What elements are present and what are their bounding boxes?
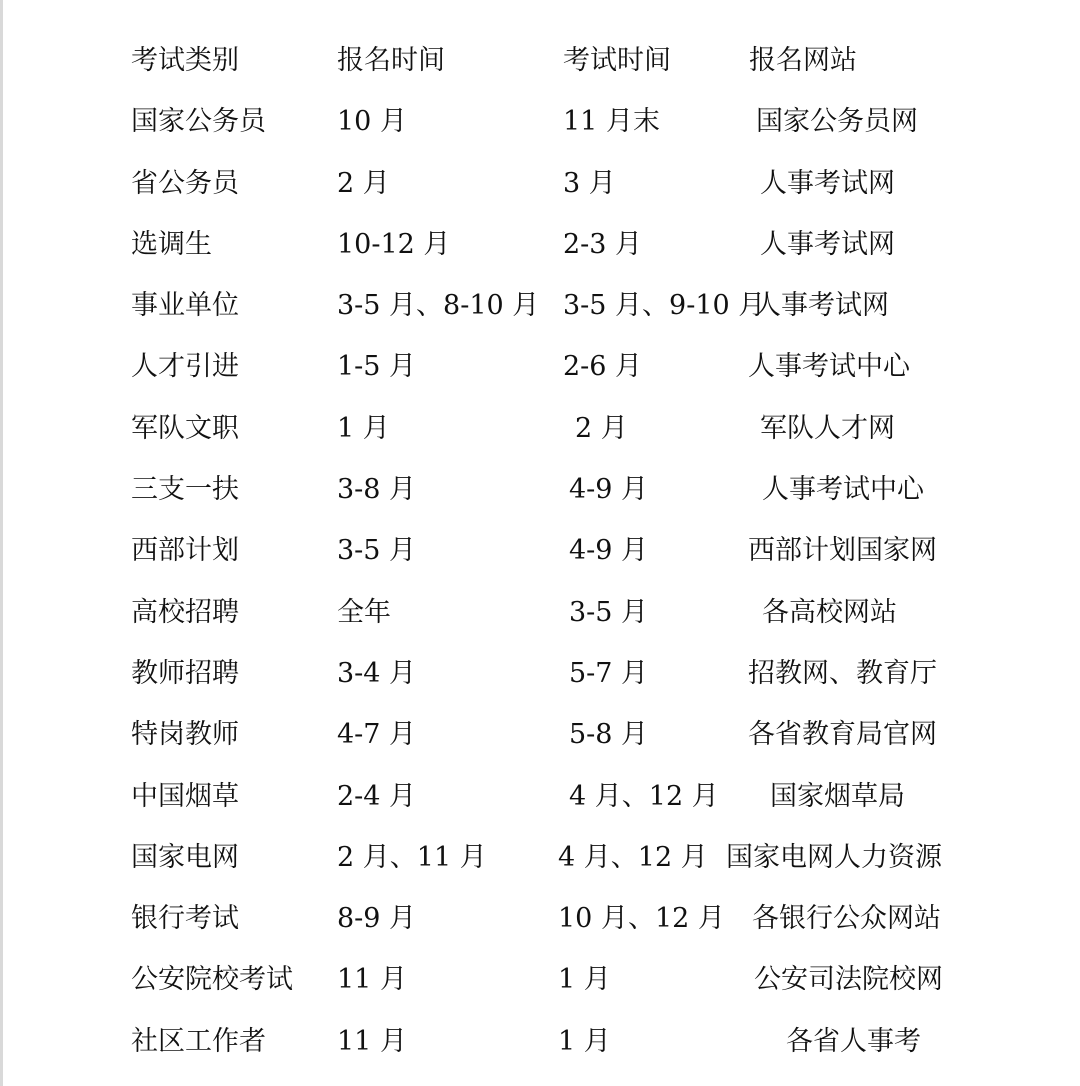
- registration-time-cell: 11 月: [337, 1025, 407, 1057]
- table-row: [0, 398, 1080, 459]
- header-exam-category: 考试类别: [131, 45, 239, 76]
- header-registration-website: 报名网站: [749, 45, 857, 76]
- website-cell: 国家电网人力资源: [726, 841, 942, 873]
- website-cell: 各省教育局官网: [748, 719, 937, 751]
- category-cell: 教师招聘: [131, 657, 239, 689]
- category-cell: 西部计划: [131, 535, 239, 567]
- table-row: [0, 336, 1080, 397]
- exam-time-cell: 2-6 月: [563, 351, 643, 383]
- registration-time-cell: 2 月: [337, 167, 390, 199]
- website-cell: 人事考试网: [760, 228, 895, 260]
- table-row: [0, 520, 1080, 581]
- website-cell: 公安司法院校网: [754, 964, 943, 996]
- website-cell: 人事考试网: [754, 290, 889, 322]
- exam-time-cell: 5-7 月: [569, 657, 649, 689]
- website-cell: 西部计划国家网: [748, 535, 937, 567]
- table-header-row: [0, 30, 1080, 91]
- registration-time-cell: 10-12 月: [337, 228, 451, 260]
- exam-time-cell: 10 月、12 月: [558, 903, 725, 935]
- registration-time-cell: 2-4 月: [337, 780, 417, 812]
- registration-time-cell: 11 月: [337, 964, 407, 996]
- website-cell: 招教网、教育厅: [748, 657, 937, 689]
- category-cell: 高校招聘: [131, 596, 239, 628]
- website-cell: 人事考试中心: [762, 474, 924, 506]
- exam-time-cell: 4-9 月: [569, 474, 649, 506]
- category-cell: 事业单位: [131, 290, 239, 322]
- header-exam-time: 考试时间: [563, 45, 671, 76]
- registration-time-cell: 3-8 月: [337, 474, 417, 506]
- exam-time-cell: 3-5 月、9-10 月: [563, 290, 766, 322]
- registration-time-cell: 3-5 月: [337, 535, 417, 567]
- exam-time-cell: 4-9 月: [569, 535, 649, 567]
- category-cell: 公安院校考试: [131, 964, 293, 996]
- exam-time-cell: 5-8 月: [569, 719, 649, 751]
- website-cell: 各银行公众网站: [752, 903, 941, 935]
- header-registration-time: 报名时间: [337, 45, 445, 76]
- category-cell: 省公务员: [131, 167, 239, 199]
- category-cell: 社区工作者: [131, 1025, 266, 1057]
- table-row: [0, 582, 1080, 643]
- website-cell: 国家公务员网: [756, 106, 918, 138]
- exam-time-cell: 2 月: [575, 412, 628, 444]
- table-row: [0, 275, 1080, 336]
- registration-time-cell: 4-7 月: [337, 719, 417, 751]
- exam-time-cell: 2-3 月: [563, 228, 643, 260]
- exam-time-cell: 11 月末: [563, 106, 660, 138]
- exam-time-cell: 1 月: [558, 964, 611, 996]
- category-cell: 三支一扶: [131, 474, 239, 506]
- exam-time-cell: 4 月、12 月: [558, 841, 708, 873]
- table-row: [0, 1011, 1080, 1072]
- registration-time-cell: 2 月、11 月: [337, 841, 487, 873]
- table-row: [0, 459, 1080, 520]
- registration-time-cell: 全年: [337, 596, 391, 628]
- website-cell: 人事考试网: [760, 167, 895, 199]
- category-cell: 军队文职: [131, 412, 239, 444]
- table-row: [0, 766, 1080, 827]
- category-cell: 中国烟草: [131, 780, 239, 812]
- table-row: [0, 949, 1080, 1010]
- website-cell: 国家烟草局: [770, 780, 905, 812]
- website-cell: 军队人才网: [760, 412, 895, 444]
- table-row: [0, 153, 1080, 214]
- registration-time-cell: 1-5 月: [337, 351, 417, 383]
- category-cell: 选调生: [131, 228, 212, 260]
- table-row: [0, 827, 1080, 888]
- table-row: [0, 704, 1080, 765]
- website-cell: 各省人事考: [786, 1025, 921, 1057]
- exam-time-cell: 1 月: [558, 1025, 611, 1057]
- category-cell: 国家电网: [131, 841, 239, 873]
- category-cell: 特岗教师: [131, 719, 239, 751]
- registration-time-cell: 10 月: [337, 106, 407, 138]
- category-cell: 人才引进: [131, 351, 239, 383]
- registration-time-cell: 3-4 月: [337, 657, 417, 689]
- exam-time-cell: 3-5 月: [569, 596, 649, 628]
- table-row: [0, 214, 1080, 275]
- table-row: [0, 91, 1080, 152]
- registration-time-cell: 8-9 月: [337, 903, 417, 935]
- registration-time-cell: 1 月: [337, 412, 390, 444]
- table-row: [0, 643, 1080, 704]
- exam-time-cell: 3 月: [563, 167, 616, 199]
- category-cell: 银行考试: [131, 903, 239, 935]
- website-cell: 各高校网站: [762, 596, 897, 628]
- table-row: [0, 888, 1080, 949]
- exam-time-cell: 4 月、12 月: [569, 780, 719, 812]
- category-cell: 国家公务员: [131, 106, 266, 138]
- website-cell: 人事考试中心: [748, 351, 910, 383]
- exam-schedule-table: [0, 30, 1080, 1072]
- registration-time-cell: 3-5 月、8-10 月: [337, 290, 540, 322]
